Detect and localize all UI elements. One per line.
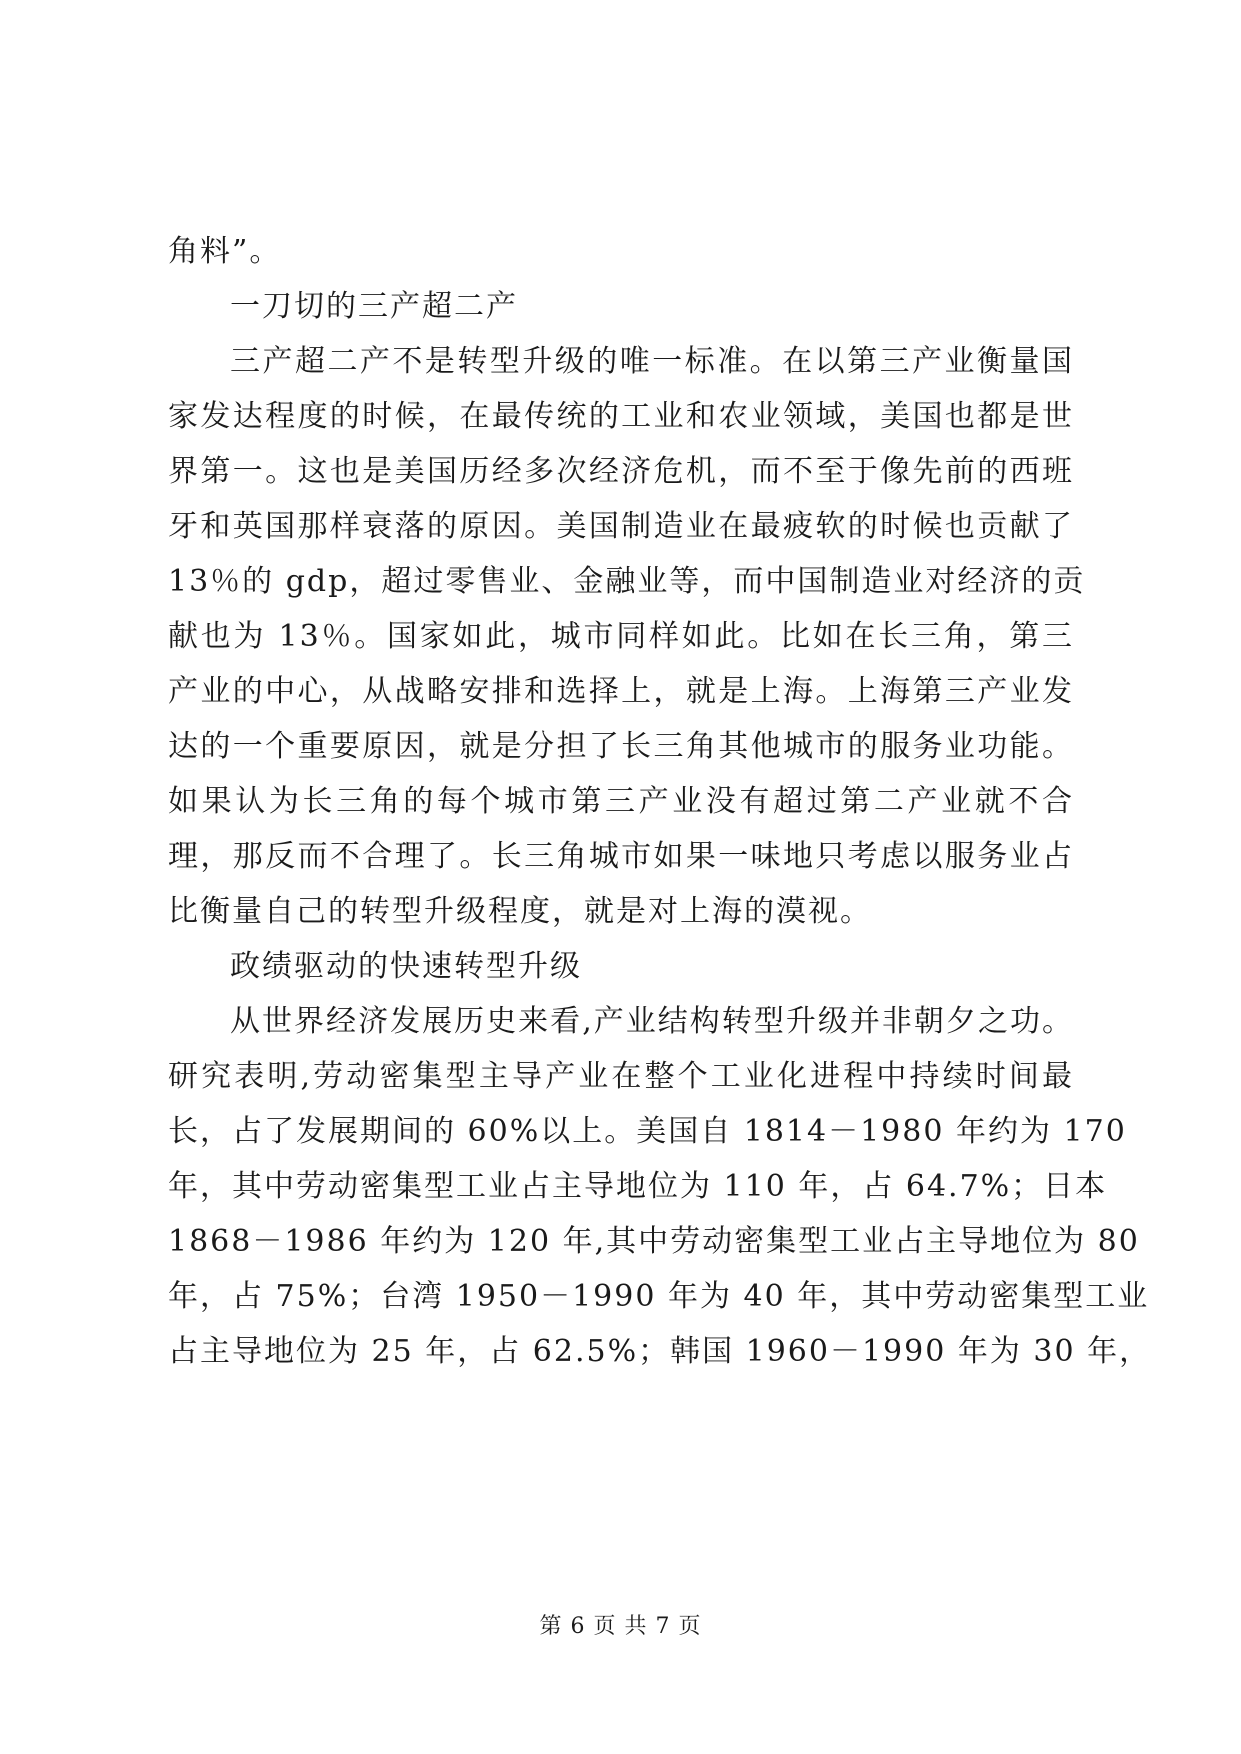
text-line: 如果认为长三角的每个城市第三产业没有超过第二产业就不合 (168, 784, 1074, 819)
text-line: 理，那反而不合理了。长三角城市如果一味地只考虑以服务业占 (168, 839, 1074, 874)
text-line: 界第一。这也是美国历经多次经济危机，而不至于像先前的西班 (168, 454, 1074, 489)
text-line: 献也为 13％。国家如此，城市同样如此。比如在长三角，第三 (168, 619, 1074, 654)
text-line: 年，其中劳动密集型工业占主导地位为 110 年，占 64.7%；日本 (168, 1169, 1108, 1204)
text-line: 比衡量自己的转型升级程度，就是对上海的漠视。 (168, 894, 872, 929)
text-line: 年，占 75%；台湾 1950－1990 年为 40 年，其中劳动密集型工业 (168, 1279, 1150, 1314)
text-line: 达的一个重要原因，就是分担了长三角其他城市的服务业功能。 (168, 729, 1074, 764)
paragraph-first-line: 从世界经济发展历史来看,产业结构转型升级并非朝夕之功。 (230, 1004, 1074, 1039)
text-line: 长，占了发展期间的 60%以上。美国自 1814－1980 年约为 170 (168, 1114, 1127, 1149)
text-line: 家发达程度的时候，在最传统的工业和农业领域，美国也都是世 (168, 399, 1074, 434)
text-line: 1868－1986 年约为 120 年,其中劳动密集型工业占主导地位为 80 (168, 1224, 1140, 1259)
text-line: 13％的 gdp，超过零售业、金融业等，而中国制造业对经济的贡 (168, 564, 1086, 599)
page-number: 第 6 页 共 7 页 (539, 1614, 702, 1639)
paragraph-first-line: 三产超二产不是转型升级的唯一标准。在以第三产业衡量国 (230, 344, 1074, 379)
text-line: 研究表明,劳动密集型主导产业在整个工业化进程中持续时间最 (168, 1059, 1074, 1094)
text-line: 产业的中心，从战略安排和选择上，就是上海。上海第三产业发 (168, 674, 1074, 709)
text-line: 牙和英国那样衰落的原因。美国制造业在最疲软的时候也贡献了 (168, 509, 1074, 544)
section-heading: 政绩驱动的快速转型升级 (230, 949, 582, 984)
text-line: 占主导地位为 25 年，占 62.5%；韩国 1960－1990 年为 30 年， (168, 1334, 1152, 1369)
section-heading: 一刀切的三产超二产 (230, 289, 518, 324)
text-line: 角料”。 (168, 234, 282, 269)
